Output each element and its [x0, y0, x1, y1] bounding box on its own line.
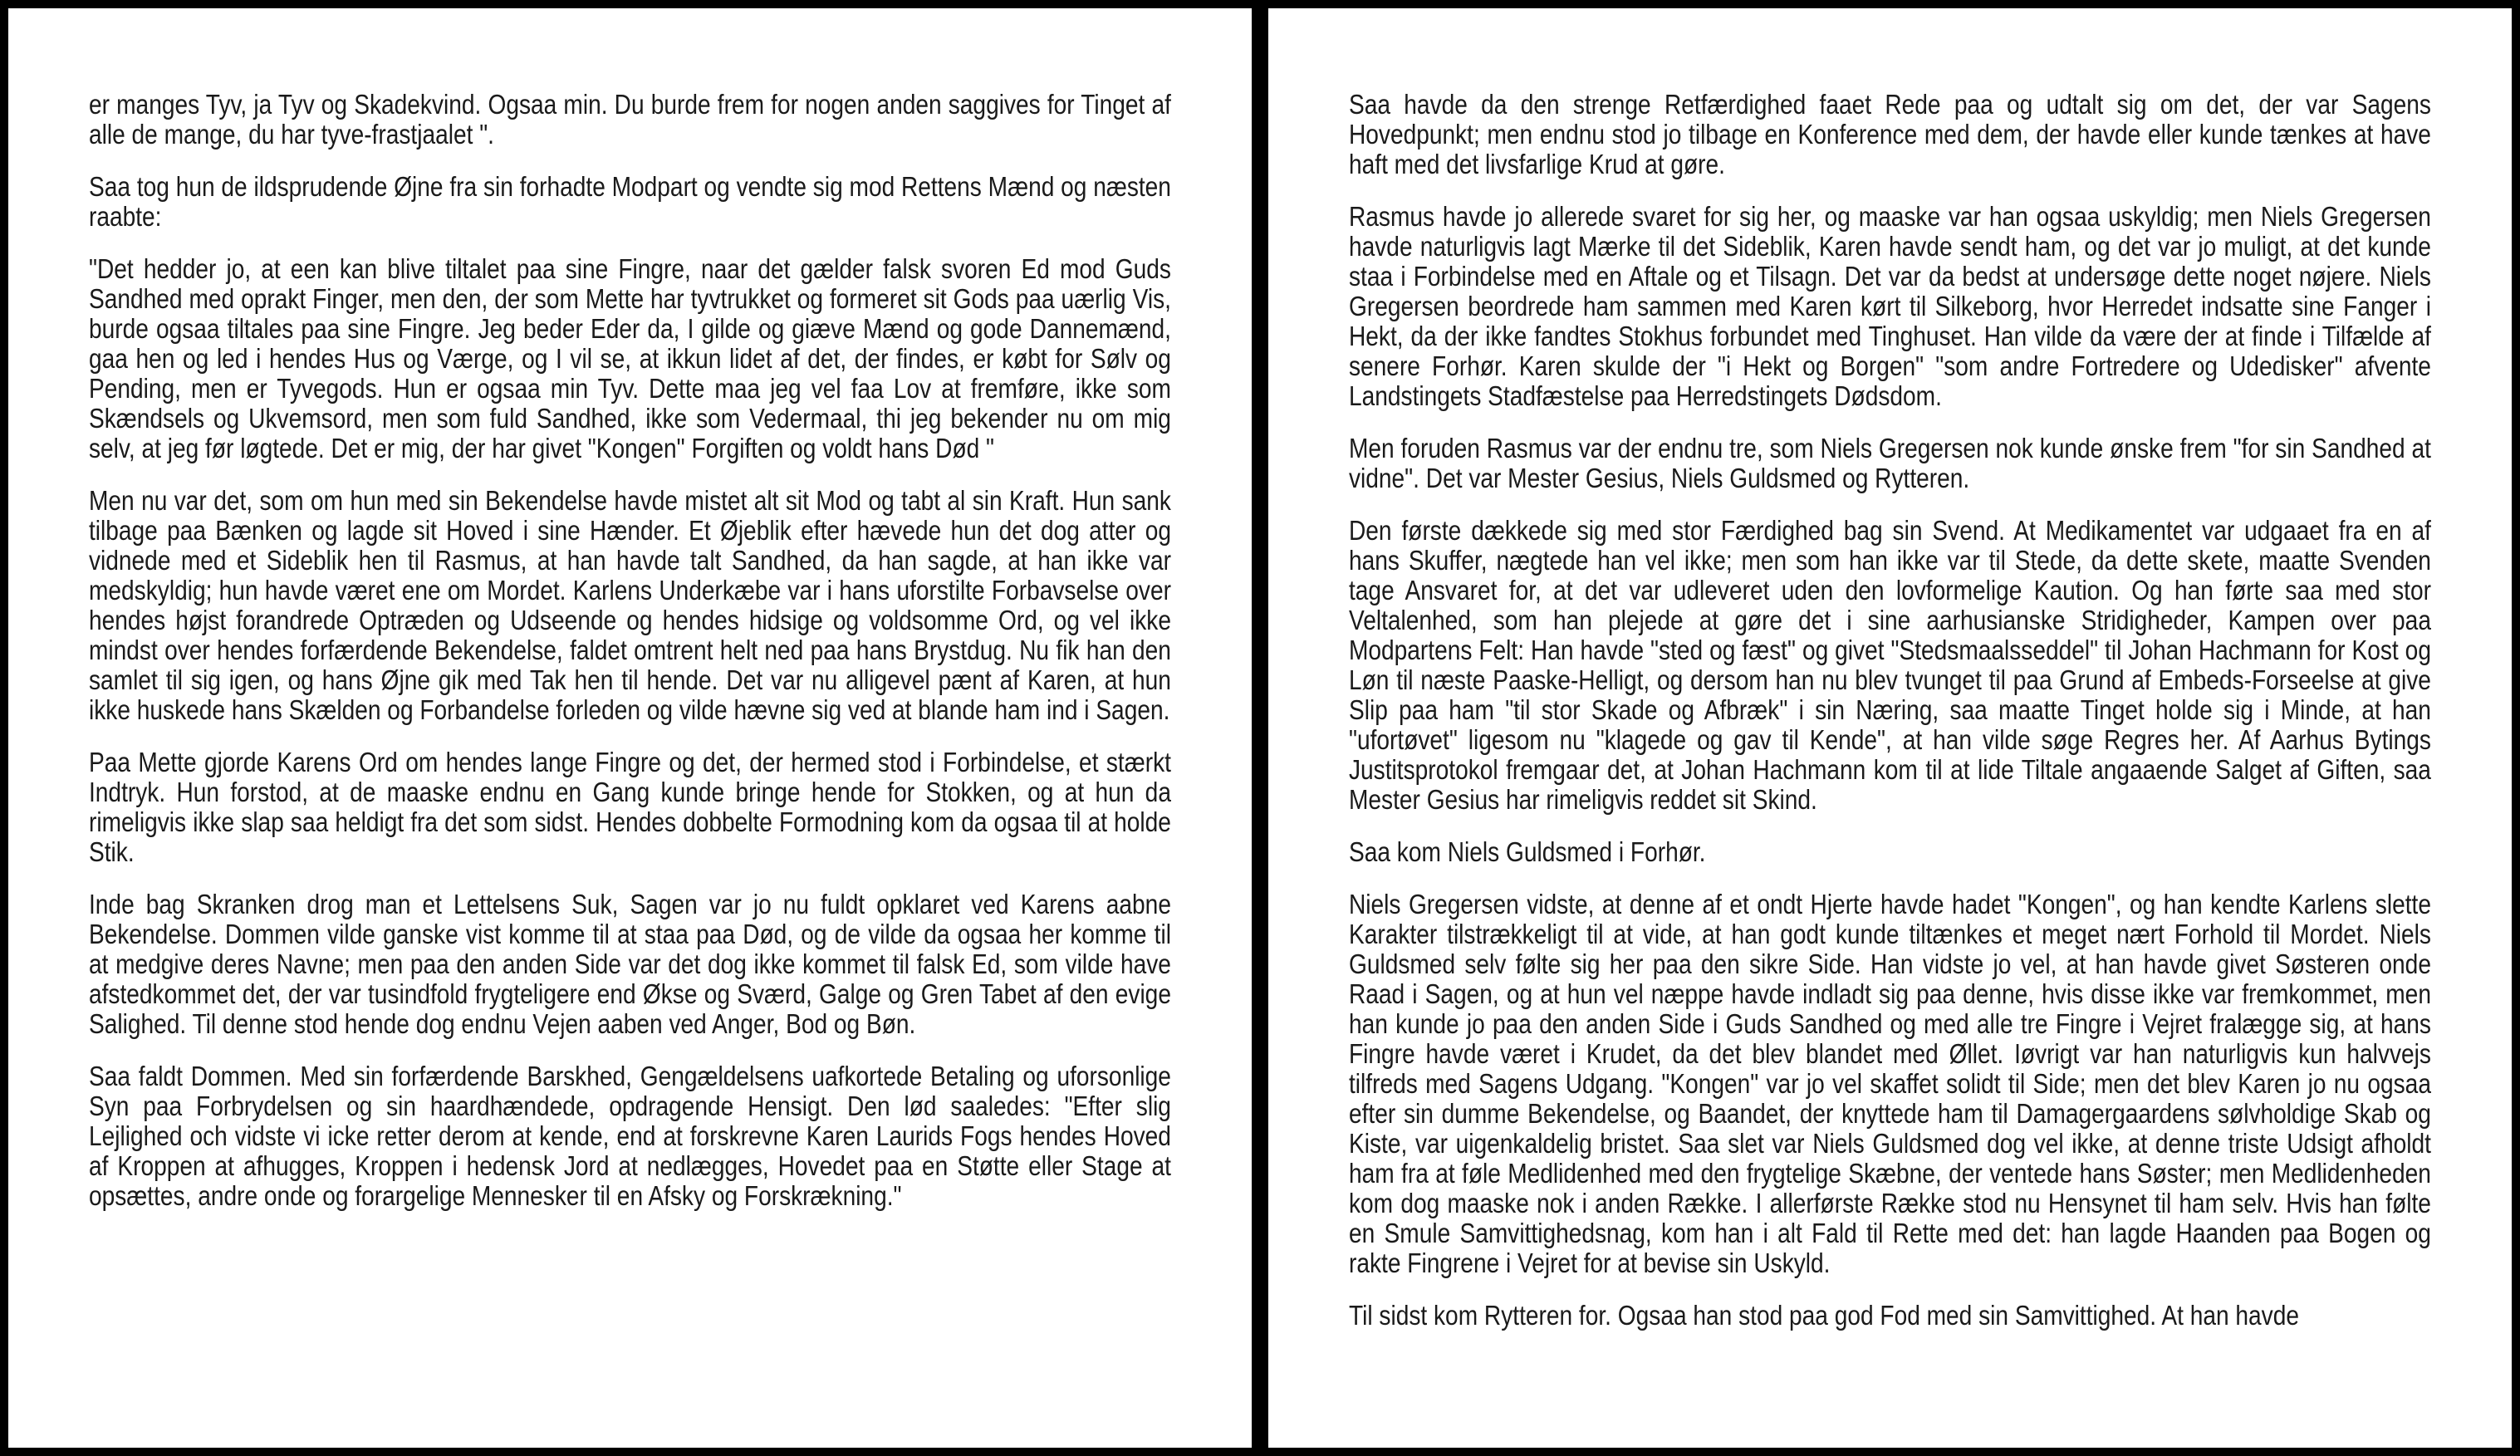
paragraph: Saa havde da den strenge Retfærdighed faaet Rede paa og udtalt sig om det, der var Sagens Hovedpunkt; men endnu stod jo tilbage en Konference med dem, der havde eller kunde tænkes at have haft med det livsfarlige Krud at gøre. [1349, 89, 2431, 179]
paragraph: "Det hedder jo, at een kan blive tiltalet paa sine Fingre, naar det gælder falsk svoren Ed mod Guds Sandhed med oprakt Finger, men den, der som Mette har tyvtrukket og formeret sit Gods paa uærlig Vis, burde ogsaa tiltales paa sine Fingre. Jeg beder Eder da, I gilde og giæve Mænd og gode Dannemænd, gaa hen og led i hendes Hus og Værge, og I vil se, at ikkun lidet af det, der findes, er købt for Sølv og Pending, men er Tyvegods. Hun er ogsaa min Tyv. Dette maa jeg vel faa Lov at fremføre, ikke som Skændsels og Ukvemsord, men som fuld Sandhed, ikke som Vedermaal, thi jeg bekender nu om mig selv, at jeg før løgtede. Det er mig, der har givet "Kongen" Forgiften og voldt hans Død " [89, 253, 1171, 463]
paragraph: Rasmus havde jo allerede svaret for sig her, og maaske var han ogsaa uskyldig; men Niels Gregersen havde naturligvis lagt Mærke til det Sideblik, Karen havde sendt ham, og det var jo muligt, at det kunde staa i Forbindelse med en Aftale og et Tilsagn. Det var da bedst at undersøge dette noget nøjere. Niels Gregersen beordrede ham sammen med Karen kørt til Silkeborg, hvor Herredet indsatte sine Fanger i Hekt, da der ikke fandtes Stokhus forbundet med Tinghuset. Han vilde da være der at finde i Tilfælde af senere Forhør. Karen skulde der "i Hekt og Borgen" "som andre Fortredere og Udedisker" afvente Landstingets Stadfæstelse paa Herredstingets Dødsdom. [1349, 201, 2431, 411]
page-right[interactable] [1268, 8, 2512, 1448]
paragraph: Inde bag Skranken drog man et Lettelsens Suk, Sagen var jo nu fuldt opklaret ved Karens aabne Bekendelse. Dommen vilde ganske vist komme til at staa paa Død, og de vilde da ogsaa her komme til at medgive deres Navne; men paa den anden Side var det dog ikke kommet til falsk Ed, som vilde have afstedkommet det, der var tusindfold frygteligere end Økse og Sværd, Galge og Gren Tabet af den evige Salighed. Til denne stod hende dog endnu Vejen aaben ved Anger, Bod og Bøn. [89, 889, 1171, 1039]
paragraph: Til sidst kom Rytteren for. Ogsaa han stod paa god Fod med sin Samvittighed. At han havde [1349, 1300, 2300, 1331]
paragraph: Paa Mette gjorde Karens Ord om hendes lange Fingre og det, der hermed stod i Forbindelse, et stærkt Indtryk. Hun forstod, at de maaske endnu en Gang kunde bringe hende for Stokken, og at hun da rimeligvis ikke slap saa heldigt fra det som sidst. Hendes dobbelte Formodning kom da ogsaa til at holde Stik. [89, 747, 1171, 867]
paragraph: Saa kom Niels Guldsmed i Forhør. [1349, 836, 1706, 867]
page-left[interactable] [8, 8, 1252, 1448]
page-left-text [89, 90, 1171, 1211]
paragraph: Men nu var det, som om hun med sin Bekendelse havde mistet alt sit Mod og tabt al sin Kraft. Hun sank tilbage paa Bænken og lagde sit Hoved i sine Hænder. Et Øjeblik efter hævede hun det dog atter og vidnede med et Sideblik hen til Rasmus, at han havde talt Sandhed, da han sagde, at han ikke var medskyldig; hun havde været ene om Mordet. Karlens Underkæbe var i hans uforstilte Forbavselse over hendes højst forandrede Optræden og Udseende og hendes hidsige og voldsomme Ord, og vel ikke mindst over hendes forfærdende Bekendelse, faldet omtrent helt ned paa hans Brystdug. Nu fik han den samlet til sig igen, og hans Øjne gik med Tak hen til hende. Det var nu alligevel pænt af Karen, at hun ikke huskede hans Skælden og Forbandelse forleden og vilde hævne sig ved at blande ham ind i Sagen. [89, 485, 1171, 725]
paragraph: Niels Gregersen vidste, at denne af et ondt Hjerte havde hadet "Kongen", og han kendte Karlens slette Karakter tilstrækkeligt til at vide, at han godt kunde tiltænkes et meget nært Forhold til Mordet. Niels Guldsmed selv følte sig her paa den sikre Side. Han vidste jo vel, at han havde givet Søsteren onde Raad i Sagen, og at hun vel næppe havde indladt sig paa denne, hvis disse ikke var fremkommet, men han kunde jo paa den anden Side i Guds Sandhed og med alle tre Fingre i Vejret fralægge sig, at hans Fingre havde været i Krudet, da det blev blandet med Øllet. Iøvrigt var han naturligvis kun halvvejs tilfreds med Sagens Udgang. "Kongen" var jo vel skaffet solidt til Side; men det blev Karen jo nu ogsaa efter sin dumme Bekendelse, og Baandet, der knyttede ham til Damagergaardens sølvholdige Skab og Kiste, var uigenkaldelig bristet. Saa slet var Niels Guldsmed dog vel ikke, at denne triste Udsigt afholdt ham fra at føle Medlidenhed med den frygtelige Skæbne, der ventede hans Søster; men Medlidenheden kom dog maaske nok i anden Række. I allerførste Række stod nu Hensynet til ham selv. Hvis han følte en Smule Samvittighedsnag, kom han i alt Fald til Rette med det: han lagde Haanden paa Bogen og rakte Fingrene i Vejret for at bevise sin Uskyld. [1349, 889, 2431, 1278]
paragraph: Men foruden Rasmus var der endnu tre, som Niels Gregersen nok kunde ønske frem "for sin Sandhed at vidne". Det var Mester Gesius, Niels Guldsmed og Rytteren. [1349, 433, 2431, 493]
paragraph: er manges Tyv, ja Tyv og Skadekvind. Ogsaa min. Du burde frem for nogen anden saggives for Tinget af alle de mange, du har tyve-frastjaalet ". [89, 89, 1171, 150]
paragraph: Saa tog hun de ildsprudende Øjne fra sin forhadte Modpart og vendte sig mod Rettens Mænd og næsten raabte: [89, 171, 1171, 232]
paragraph: Saa faldt Dommen. Med sin forfærdende Barskhed, Gengældelsens uafkortede Betaling og uforsonlige Syn paa Forbrydelsen og sin haardhændede, opdragende Hensigt. Den lød saaledes: "Efter slig Lejlighed och vidste vi icke retter derom at kende, end at forskrevne Karen Laurids Fogs hendes Hoved af Kroppen at afhugges, Kroppen i hedensk Jord at nedlægges, Hovedet paa en Støtte eller Stage at opsættes, andre onde og forargelige Mennesker til en Afsky og Forskrækning." [89, 1061, 1171, 1211]
page-right-text [1349, 90, 2431, 1331]
paragraph: Den første dækkede sig med stor Færdighed bag sin Svend. At Medikamentet var udgaaet fra en af hans Skuffer, nægtede han vel ikke; men som han ikke var til Stede, da dette skete, maatte Svenden tage Ansvaret for, at det var udleveret uden den lovformelige Kaution. Og han førte saa med stor Veltalenhed, som han plejede at gøre det i sine aarhusianske Stridigheder, Kampen over paa Modpartens Felt: Han havde "sted og fæst" og givet "Stedsmaalsseddel" til Johan Hachmann for Kost og Løn til næste Paaske-Helligt, og dersom han nu blev tvunget til paa Grund af Embeds-Forseelse at give Slip paa ham "til stor Skade og Afbræk" i sin Næring, saa maatte Tinget holde sig i Minde, at han "ufortøvet" ligesom nu "klagede og gav til Kende", at han vilde søge Regres her. Af Aarhus Bytings Justitsprotokol fremgaar det, at Johan Hachmann kom til at lide Tiltale angaaende Salget af Giften, saa Mester Gesius har rimeligvis reddet sit Skind. [1349, 515, 2431, 815]
